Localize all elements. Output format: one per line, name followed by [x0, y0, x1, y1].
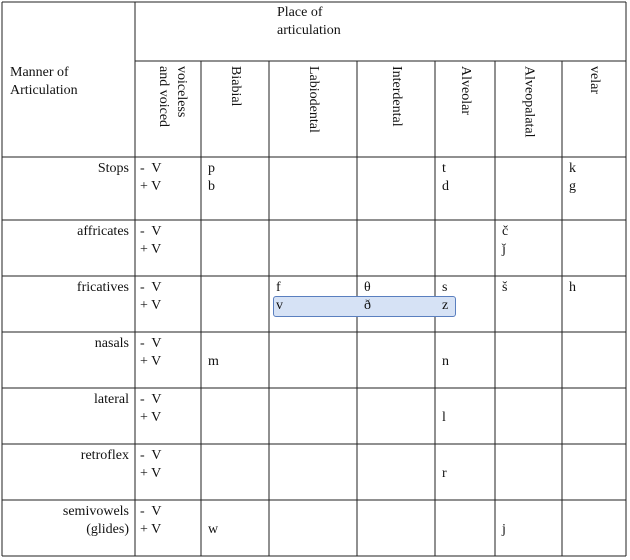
- place-heading-velar: velar: [587, 66, 602, 94]
- voicing-mark: + V: [140, 298, 162, 313]
- consonant-symbol: θ: [364, 280, 371, 295]
- voicing-mark: + V: [140, 410, 162, 425]
- voicing-mark: - V: [140, 504, 162, 519]
- consonant-symbol: v: [276, 298, 283, 313]
- consonant-symbol: p: [208, 161, 215, 176]
- voicing-mark: + V: [140, 522, 162, 537]
- voicing-mark: - V: [140, 280, 162, 295]
- consonant-symbol: g: [569, 179, 576, 194]
- consonant-symbol: r: [442, 466, 447, 481]
- consonant-symbol: ǰ: [502, 242, 506, 257]
- voicing-mark: + V: [140, 179, 162, 194]
- voicing-mark: - V: [140, 448, 162, 463]
- table-title: Place of: [277, 5, 323, 20]
- voicing-mark: - V: [140, 161, 162, 176]
- manner-label: retroflex: [80, 448, 129, 463]
- voicing-mark: + V: [140, 466, 162, 481]
- manner-label: fricatives: [76, 280, 129, 295]
- place-heading-interdental: Interdental: [389, 66, 404, 127]
- place-heading-labiodental: Labiodental: [306, 66, 321, 133]
- manner-heading: Manner of: [10, 65, 69, 80]
- consonant-symbol: j: [502, 522, 506, 537]
- consonant-symbol: l: [442, 410, 446, 425]
- voicing-mark: - V: [140, 336, 162, 351]
- voicing-mark: + V: [140, 354, 162, 369]
- consonant-symbol: m: [208, 354, 219, 369]
- place-heading-biabial: Biabial: [228, 66, 243, 107]
- voicing-heading: voiceless and voiced: [156, 66, 189, 128]
- manner-label: semivowels: [62, 504, 129, 519]
- manner-label: lateral: [94, 392, 129, 407]
- consonant-symbol: ð: [364, 298, 371, 313]
- manner-label: affricates: [77, 224, 129, 239]
- place-heading-alveopalatal: Alveopalatal: [521, 66, 537, 138]
- consonant-symbol: f: [276, 280, 281, 295]
- consonant-symbol: d: [442, 179, 449, 194]
- consonant-symbol: č: [502, 224, 509, 239]
- manner-heading: Articulation: [10, 83, 78, 98]
- consonant-symbol: t: [442, 161, 446, 176]
- manner-label: Stops: [97, 161, 129, 176]
- voicing-mark: - V: [140, 392, 162, 407]
- voicing-mark: - V: [140, 224, 162, 239]
- consonant-symbol: k: [569, 161, 576, 176]
- consonant-symbol: z: [442, 298, 449, 313]
- consonant-symbol: s: [442, 280, 448, 295]
- table-title: articulation: [277, 23, 341, 38]
- consonant-symbol: b: [208, 179, 215, 194]
- consonant-symbol: h: [569, 280, 576, 295]
- consonant-symbol: w: [208, 522, 219, 537]
- place-heading-alveolar: Alveolar: [458, 66, 473, 115]
- consonant-symbol: š: [502, 280, 508, 295]
- manner-label: (glides): [86, 522, 129, 537]
- voicing-mark: + V: [140, 242, 162, 257]
- manner-label: nasals: [94, 336, 129, 351]
- consonant-symbol: n: [442, 354, 449, 369]
